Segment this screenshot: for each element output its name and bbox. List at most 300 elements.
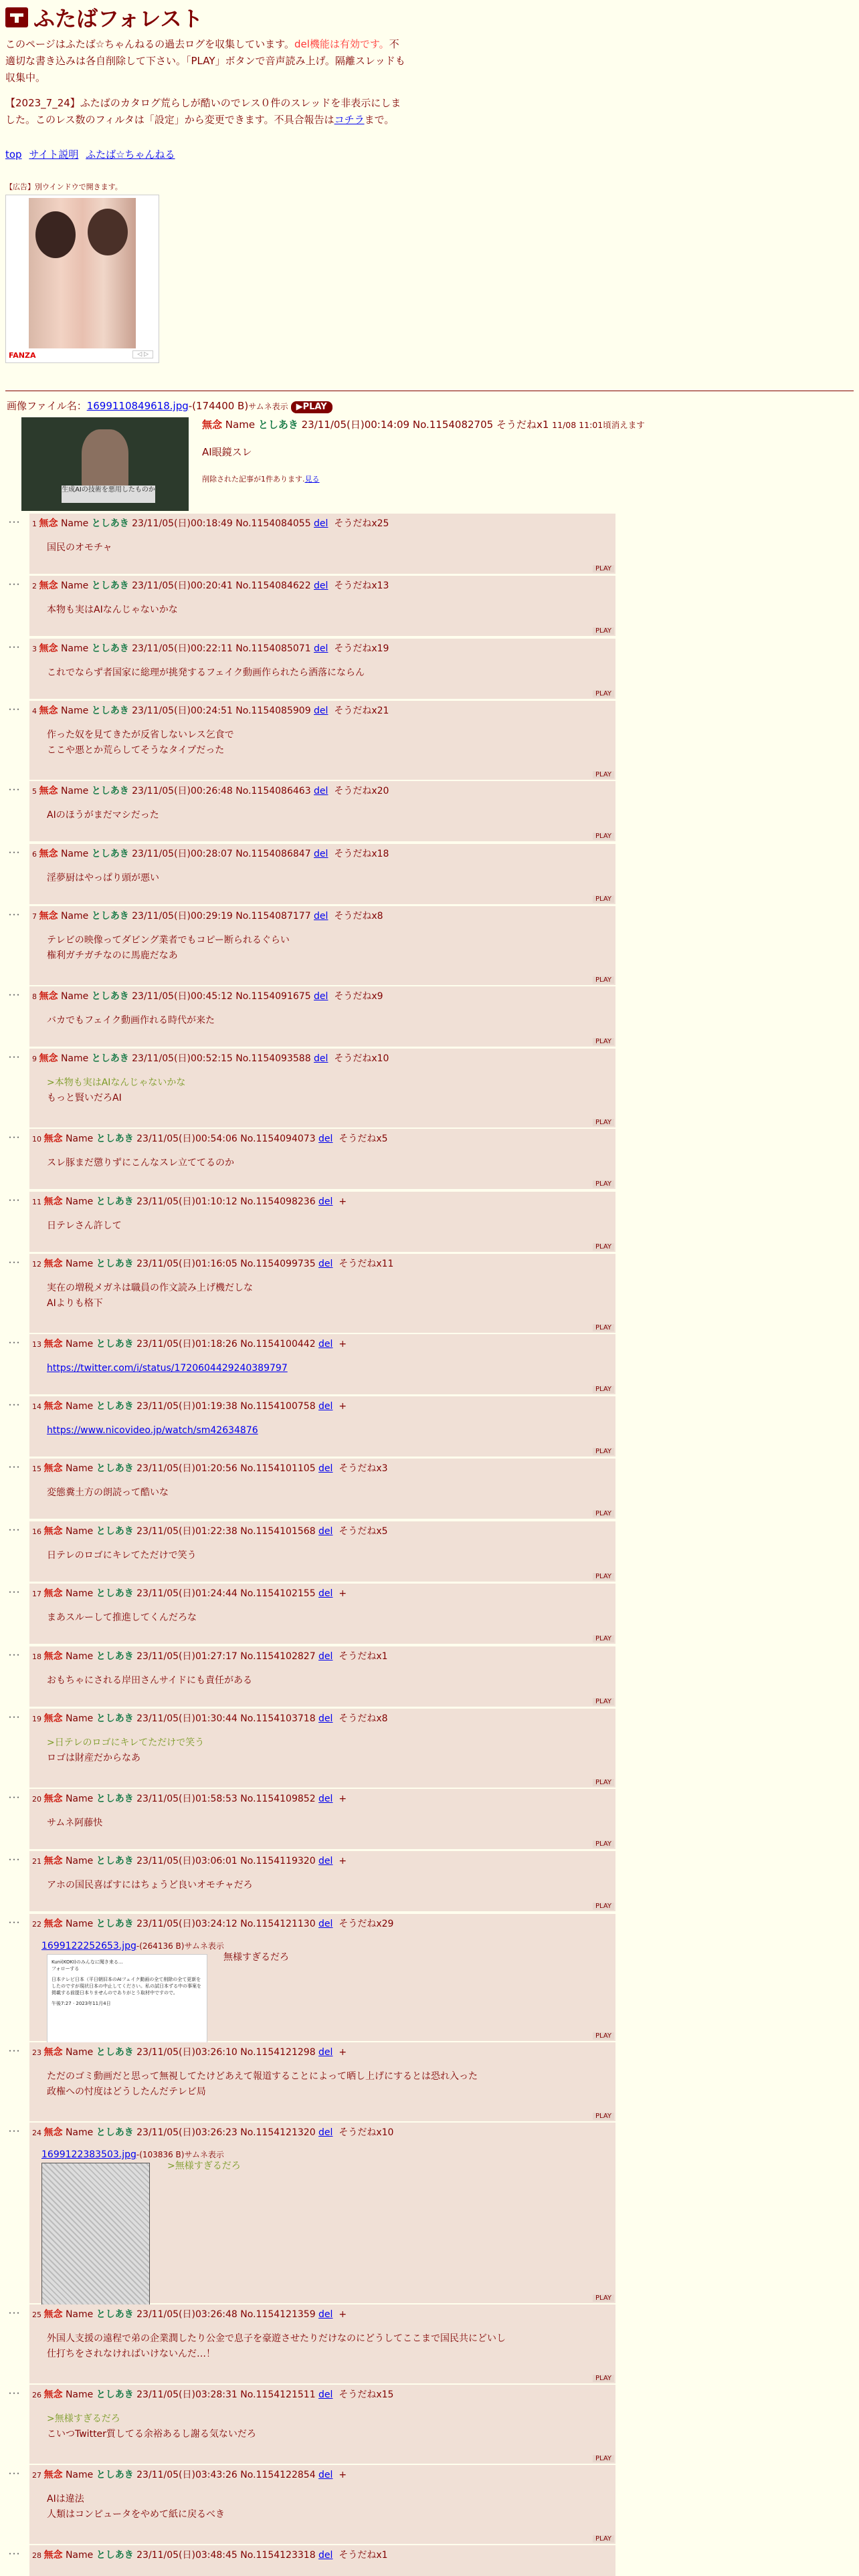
reply-text	[167, 2159, 241, 2174]
sodane-button[interactable]: そうだねx9	[328, 991, 383, 1002]
reply-box	[29, 781, 615, 841]
reply-meta: 23/11/05(日)00:26:48 No.1154086463	[128, 786, 314, 796]
del-link[interactable]: del	[318, 1196, 333, 1207]
thumb-toggle[interactable]: サムネ表示	[184, 2150, 224, 2159]
sodane-button[interactable]: そうだねx11	[332, 1259, 394, 1269]
del-link[interactable]: del	[318, 1259, 333, 1269]
reply-name-label: Name	[62, 1526, 96, 1537]
reply-text	[47, 2411, 256, 2442]
reply-meta: 23/11/05(日)01:19:38 No.1154100758	[133, 1401, 319, 1412]
sodane-button[interactable]: +	[332, 1588, 347, 1599]
futaba-link[interactable]: ふたば☆ちゃんねる	[86, 148, 175, 160]
reply-box	[29, 1129, 615, 1189]
reply-line: 権利ガチガチなのに馬鹿だなあ	[47, 950, 178, 962]
del-link[interactable]: del	[318, 1463, 333, 1474]
del-link[interactable]: del	[318, 1713, 333, 1724]
reply-line: 国民のオモチャ	[47, 542, 112, 553]
reply-number: 17	[32, 1590, 44, 1598]
del-link[interactable]: del	[318, 2389, 333, 2400]
reply-name: としあき	[96, 1651, 134, 1662]
sodane-button[interactable]: +	[332, 1196, 347, 1207]
del-link[interactable]: del	[318, 2470, 333, 2480]
tweet-follow: フォローする	[52, 1966, 80, 1971]
reply-name-label: Name	[58, 849, 92, 859]
forest-logo-icon[interactable]	[5, 7, 28, 27]
play-button[interactable]: PLAY	[593, 1510, 614, 1517]
intro-text: このページはふたば☆ちゃんねるの過去ログを収集しています。del機能は有効です。不適切な書き込みは各自削除して下さい。「PLAY」ボタンで音声読み上げ。隔離スレッドも収集中。	[5, 38, 405, 84]
reply-name-label: Name	[58, 1053, 92, 1064]
reply-subject: 無念	[43, 1134, 63, 1144]
reply-name: としあき	[96, 2550, 134, 2561]
reply-header	[32, 578, 389, 592]
reply-line: こいつTwitter質してる余裕あるし謝る気ないだろ	[47, 2429, 256, 2440]
reply-line: アホの国民喜ばすにはちょうど良いオモチャだろ	[47, 1880, 253, 1891]
reply-subject: 無念	[43, 1339, 63, 1350]
del-link[interactable]: del	[318, 1856, 333, 1866]
reply-box	[29, 1709, 615, 1788]
reply-number: 7	[32, 912, 39, 921]
reply-header	[32, 1132, 388, 1145]
sodane-button[interactable]: そうだねx1	[332, 2550, 388, 2561]
reply-number: 13	[32, 1340, 44, 1349]
reply-number: 2	[32, 582, 39, 591]
reply-box	[29, 1646, 615, 1707]
reply-line: ただのゴミ動画だと思って無視してたけどあえて報道することによって晒し上げにするとは恐れ入った	[47, 2071, 478, 2082]
ad-banner[interactable]	[5, 195, 159, 363]
sodane-button[interactable]: そうだねx19	[328, 643, 389, 654]
play-button[interactable]: PLAY	[593, 895, 614, 903]
reply-file-size: -(103836 B)	[136, 2150, 185, 2159]
op-thumbnail[interactable]	[21, 417, 189, 511]
reply-line: 日テレのロゴにキレてただけで笑う	[47, 1550, 197, 1561]
reply-box	[29, 1396, 615, 1457]
thumb-toggle[interactable]: サムネ表示	[184, 1941, 224, 1951]
del-link[interactable]: del	[318, 2047, 333, 2058]
reply-text	[47, 603, 178, 618]
reply-number: 4	[32, 707, 39, 716]
reply-name: としあき	[96, 1339, 134, 1350]
ad-brand: FANZA	[9, 350, 36, 360]
reply-name: としあき	[91, 1053, 129, 1064]
play-button[interactable]: PLAY	[593, 1180, 614, 1188]
sodane-button[interactable]: +	[332, 2309, 347, 2320]
play-button[interactable]: PLAY	[593, 976, 614, 984]
reply-text	[223, 1950, 289, 1965]
del-link[interactable]: del	[318, 1794, 333, 1804]
reply-box	[29, 1334, 615, 1394]
play-button[interactable]: PLAY	[593, 1448, 614, 1455]
reply-name: としあき	[96, 2470, 134, 2480]
reply-subject: 無念	[39, 580, 58, 591]
del-link[interactable]: del	[314, 911, 328, 922]
del-link[interactable]: del	[318, 1919, 333, 1929]
del-link[interactable]: del	[318, 2309, 333, 2320]
sodane-button[interactable]: そうだねx18	[328, 849, 389, 859]
play-button[interactable]: PLAY	[593, 1038, 614, 1045]
play-button[interactable]: PLAY	[593, 627, 614, 635]
play-button[interactable]: PLAY	[593, 2535, 614, 2543]
reply-number: 16	[32, 1527, 44, 1536]
reply-number: 24	[32, 2129, 44, 2137]
reply-name: としあき	[96, 1134, 134, 1144]
reply-text	[47, 1156, 234, 1171]
op-text: AI眼鏡スレ	[202, 446, 252, 458]
del-link[interactable]: del	[314, 518, 328, 529]
reply-image-block	[41, 2148, 224, 2331]
reply-header	[32, 1917, 393, 1930]
play-button[interactable]: PLAY	[593, 2455, 614, 2462]
reply-name: としあき	[96, 1856, 134, 1866]
reply-name-label: Name	[58, 643, 92, 654]
sodane-button[interactable]: そうだねx10	[328, 1053, 389, 1064]
play-button[interactable]: PLAY	[593, 1324, 614, 1331]
sodane-button[interactable]: そうだねx3	[332, 1463, 388, 1474]
reply-dots: ･･･	[8, 990, 21, 1000]
reply-name-label: Name	[58, 706, 92, 716]
reply-dots: ･･･	[8, 1133, 21, 1142]
sodane-button[interactable]: +	[332, 1794, 347, 1804]
reply-name-label: Name	[62, 1463, 96, 1474]
sodane-button[interactable]: そうだねx8	[328, 911, 383, 922]
reply-header	[32, 847, 389, 860]
reply-box	[29, 2042, 615, 2121]
reply-meta: 23/11/05(日)03:26:10 No.1154121298	[133, 2047, 319, 2058]
reply-box	[29, 1851, 615, 1911]
del-link[interactable]: del	[314, 1053, 328, 1064]
play-button[interactable]: PLAY	[593, 1386, 614, 1393]
reply-header	[32, 2387, 393, 2401]
reply-box	[29, 986, 615, 1047]
thumb-toggle[interactable]: サムネ表示	[248, 402, 288, 411]
reply-meta: 23/11/05(日)03:48:45 No.1154123318	[133, 2550, 319, 2561]
del-link[interactable]: del	[314, 643, 328, 654]
reply-url-link[interactable]: https://twitter.com/i/status/1720604429240389797	[47, 1363, 288, 1374]
reply-dots: ･･･	[8, 2549, 21, 2559]
reply-box	[29, 639, 615, 699]
reply-meta: 23/11/05(日)00:29:19 No.1154087177	[128, 911, 314, 922]
reply-header	[32, 1194, 347, 1208]
reply-text	[47, 1075, 185, 1106]
play-button[interactable]: PLAY	[593, 1119, 614, 1126]
reply-name-label: Name	[58, 786, 92, 796]
reply-meta: 23/11/05(日)00:24:51 No.1154085909	[128, 706, 314, 716]
play-button[interactable]: PLAY	[593, 2113, 614, 2120]
play-button[interactable]: PLAY	[593, 2375, 614, 2382]
reply-box	[29, 1521, 615, 1582]
del-link[interactable]: del	[314, 991, 328, 1002]
reply-name: としあき	[96, 1713, 134, 1724]
reply-meta: 23/11/05(日)00:54:06 No.1154094073	[133, 1134, 319, 1144]
sodane-button[interactable]: +	[332, 1339, 347, 1350]
reply-line: AIよりも格下	[47, 1298, 103, 1309]
reply-line: ここや悪とか荒らしてそうなタイプだった	[47, 745, 225, 756]
play-button[interactable]: PLAY	[593, 2032, 614, 2040]
reply-line: おもちゃにされる岸田さんサイドにも責任がある	[47, 1675, 253, 1686]
play-button[interactable]: PLAY	[593, 1779, 614, 1786]
reply-number: 22	[32, 1920, 44, 1929]
reply-meta: 23/11/05(日)03:26:23 No.1154121320	[133, 2127, 319, 2138]
reply-text	[47, 728, 234, 758]
reply-number: 15	[32, 1465, 44, 1473]
sodane-button[interactable]: そうだねx21	[328, 706, 389, 716]
tweet-text: 日本テレビ日本（平日朝旧本のAIフェイク動画の全て削除の全て更新をしたのですが現状日本の中止してください。私の試日本ずる中の事案を掲載する前提日本りませんのでありがとう取材中ですので。	[52, 1977, 201, 1996]
deleted-note: 削除された記事が1件あります.見る	[202, 475, 320, 484]
reply-number: 8	[32, 992, 39, 1001]
play-button[interactable]: PLAY	[593, 565, 614, 572]
reply-line: 作った奴を見てきたが反省しないレス乞食で	[47, 730, 234, 740]
reply-dots: ･･･	[8, 1793, 21, 1802]
reply-dots: ･･･	[8, 1338, 21, 1348]
tweet-user: Kuni(KOKI)のみんなに聞き来る…	[52, 1959, 123, 1965]
reply-line: 変態糞土方の朗読って酷いな	[47, 1487, 169, 1498]
del-link[interactable]: del	[318, 1588, 333, 1599]
reply-number: 11	[32, 1198, 44, 1206]
reply-subject: 無念	[43, 2470, 63, 2480]
reply-subject: 無念	[43, 1651, 63, 1662]
quote-text: >本物も実はAIなんじゃないかな	[47, 1077, 186, 1088]
reply-name: としあき	[96, 2389, 134, 2400]
reply-meta: 23/11/05(日)01:27:17 No.1154102827	[133, 1651, 319, 1662]
reply-line: これでならず者国家に総理が挑発するフェイク動画作られたら洒落にならん	[47, 667, 365, 678]
notice-text: 【2023_7_24】ふたばのカタログ荒らしが酷いのでレス０件のスレッドを非表示にしました。このレス数のフィルタは「設定」から変更できます。不具合報告はコチラまで。	[5, 97, 401, 126]
sodane-button[interactable]: そうだねx15	[332, 2389, 394, 2400]
reply-header	[32, 2125, 393, 2139]
reply-name: としあき	[91, 911, 129, 922]
del-link[interactable]: del	[318, 1401, 333, 1412]
play-button[interactable]: PLAY	[593, 1903, 614, 1910]
reply-name-label: Name	[62, 1134, 96, 1144]
play-button[interactable]: PLAY	[593, 1840, 614, 1848]
thumb-caption: 生成AIの技術を悪用したものか	[62, 486, 155, 503]
reply-url-link[interactable]: https://www.nicovideo.jp/watch/sm42634876	[47, 1425, 258, 1436]
reply-dots: ･･･	[8, 518, 21, 527]
reply-subject: 無念	[43, 1919, 63, 1929]
show-deleted-link[interactable]: 見る	[304, 475, 320, 484]
reply-box	[29, 701, 615, 780]
play-button[interactable]: PLAY	[593, 1573, 614, 1580]
reply-meta: 23/11/05(日)01:16:05 No.1154099735	[133, 1259, 319, 1269]
reply-name: としあき	[96, 1794, 134, 1804]
site-info-link[interactable]: サイト説明	[29, 148, 79, 160]
reply-name-label: Name	[62, 2389, 96, 2400]
reply-text	[47, 933, 290, 964]
reply-text	[47, 1673, 252, 1689]
reply-header	[32, 1524, 388, 1537]
play-button[interactable]: PLAY	[593, 2294, 614, 2302]
quote-text: >無様すぎるだろ	[167, 2161, 241, 2171]
reply-name: としあき	[91, 643, 129, 654]
sodane-button[interactable]: そうだねx1	[332, 1651, 388, 1662]
top-link[interactable]: top	[5, 148, 22, 160]
reply-line: 本物も実はAIなんじゃないかな	[47, 605, 178, 615]
reply-meta: 23/11/05(日)00:22:11 No.1154085071	[128, 643, 314, 654]
sodane-button[interactable]: +	[332, 1856, 347, 1866]
reply-subject: 無念	[39, 643, 58, 654]
reply-number: 6	[32, 850, 39, 859]
del-link[interactable]: del	[318, 1651, 333, 1662]
reply-subject: 無念	[39, 706, 58, 716]
del-link[interactable]: del	[314, 706, 328, 716]
reply-subject: 無念	[43, 1526, 63, 1537]
play-button[interactable]: PLAY	[593, 1698, 614, 1705]
reply-name: としあき	[96, 2127, 134, 2138]
sodane-button[interactable]: そうだねx25	[328, 518, 389, 529]
reply-subject: 無念	[43, 1463, 63, 1474]
reply-header	[32, 1257, 393, 1270]
reply-text	[47, 1735, 204, 1766]
reply-header	[32, 1337, 347, 1350]
sodane-button[interactable]: そうだねx8	[332, 1713, 388, 1724]
del-link[interactable]: del	[314, 849, 328, 859]
sodane-button[interactable]: そうだねx29	[332, 1919, 394, 1929]
reply-subject: 無念	[43, 2389, 63, 2400]
op-play-button[interactable]: ▶PLAY	[291, 401, 332, 413]
reply-dots: ･･･	[8, 1588, 21, 1597]
reply-dots: ･･･	[8, 2046, 21, 2056]
sodane-button[interactable]: そうだねx20	[328, 786, 389, 796]
op-file-link[interactable]: 1699110849618.jpg	[86, 400, 189, 412]
del-link[interactable]: del	[314, 580, 328, 591]
del-link[interactable]: del	[314, 786, 328, 796]
reply-header	[32, 1051, 389, 1065]
reply-line: 無様すぎるだろ	[223, 1952, 289, 1963]
reply-meta: 23/11/05(日)01:30:44 No.1154103718	[133, 1713, 319, 1724]
reply-header	[32, 2045, 347, 2058]
sodane-button[interactable]: +	[332, 2047, 347, 2058]
reply-meta: 23/11/05(日)01:22:38 No.1154101568	[133, 1526, 319, 1537]
sodane-button[interactable]: そうだねx5	[332, 1134, 388, 1144]
reply-box	[29, 2385, 615, 2464]
reply-name-label: Name	[62, 1856, 96, 1866]
reply-header	[32, 2468, 347, 2481]
reply-dots: ･･･	[8, 1650, 21, 1660]
reply-subject: 無念	[39, 1053, 58, 1064]
reply-dots: ･･･	[8, 2309, 21, 2318]
op-expire: 11/08 11:01頃消えます	[552, 420, 645, 430]
report-link[interactable]: コチラ	[334, 114, 365, 126]
reply-name: としあき	[91, 849, 129, 859]
reply-meta: 23/11/05(日)03:06:01 No.1154119320	[133, 1856, 319, 1866]
reply-meta: 23/11/05(日)01:20:56 No.1154101105	[133, 1463, 319, 1474]
quote-text: >日テレのロゴにキレてただけで笑う	[47, 1737, 205, 1748]
reply-box	[29, 1914, 615, 2041]
reply-text	[47, 2331, 506, 2362]
del-link[interactable]: del	[318, 2127, 333, 2138]
ad-label: 【広告】別ウインドウで開きます。	[5, 182, 122, 191]
reply-image-block	[41, 1939, 224, 2050]
reply-number: 1	[32, 520, 39, 528]
reply-subject: 無念	[43, 2309, 63, 2320]
reply-file-link[interactable]: 1699122252653.jpg	[41, 1941, 136, 1951]
reply-file-size: -(264136 B)	[136, 1941, 185, 1951]
play-button[interactable]: PLAY	[593, 771, 614, 778]
reply-name: としあき	[96, 1401, 134, 1412]
reply-name-label: Name	[62, 1794, 96, 1804]
op-subject: 無念	[202, 419, 223, 431]
reply-header	[32, 2307, 347, 2321]
reply-line: もっと賢いだろAI	[47, 1093, 122, 1104]
tweet-thumbnail[interactable]	[47, 1954, 207, 2050]
reply-number: 12	[32, 1260, 44, 1269]
reply-line: 人類はコンピュータをやめて紙に戻るべき	[47, 2509, 225, 2520]
play-button[interactable]: PLAY	[593, 1243, 614, 1251]
reply-name: としあき	[96, 1919, 134, 1929]
reply-name-label: Name	[62, 2127, 96, 2138]
reply-header	[32, 989, 383, 1002]
play-button[interactable]: PLAY	[593, 1635, 614, 1642]
reply-dots: ･･･	[8, 785, 21, 794]
reply-header	[32, 1399, 347, 1412]
reply-number: 19	[32, 1715, 44, 1723]
reply-meta: 23/11/05(日)00:28:07 No.1154086847	[128, 849, 314, 859]
del-link[interactable]: del	[318, 1134, 333, 1144]
reply-header	[32, 1711, 388, 1725]
reply-number: 3	[32, 645, 39, 653]
reply-subject: 無念	[43, 2127, 63, 2138]
sodane-button[interactable]: +	[332, 2470, 347, 2480]
reply-dots: ･･･	[8, 848, 21, 857]
reply-meta: 23/11/05(日)03:24:12 No.1154121130	[133, 1919, 319, 1929]
reply-box	[29, 2123, 615, 2303]
reply-header	[32, 1854, 347, 1867]
reply-header	[32, 1792, 347, 1805]
reply-dots: ･･･	[8, 1053, 21, 1062]
reply-box	[29, 2465, 615, 2544]
sodane-button[interactable]: そうだねx13	[328, 580, 389, 591]
sodane-button[interactable]: そうだねx5	[332, 1526, 388, 1537]
reply-subject: 無念	[39, 991, 58, 1002]
reply-name-label: Name	[62, 1713, 96, 1724]
reply-meta: 23/11/05(日)01:18:26 No.1154100442	[133, 1339, 319, 1350]
reply-name-label: Name	[62, 1196, 96, 1207]
reply-file-link[interactable]: 1699122383503.jpg	[41, 2149, 136, 2160]
reply-meta: 23/11/05(日)00:20:41 No.1154084622	[128, 580, 314, 591]
sodane-button[interactable]: +	[332, 1401, 347, 1412]
reply-name: としあき	[96, 1196, 134, 1207]
reply-header	[32, 1586, 347, 1600]
reply-line: サムネ阿藤快	[47, 1818, 103, 1828]
reply-text	[47, 665, 365, 681]
reply-text	[47, 1423, 258, 1438]
tweet-time: 午後7:27 · 2023年11月4日	[52, 2001, 111, 2006]
reply-header	[32, 516, 389, 530]
reply-name-label: Name	[62, 2550, 96, 2561]
del-link[interactable]: del	[318, 1339, 333, 1350]
reply-name-label: Name	[62, 2309, 96, 2320]
sodane-button[interactable]: そうだねx10	[332, 2127, 394, 2138]
play-button[interactable]: PLAY	[593, 690, 614, 697]
reply-number: 27	[32, 2471, 44, 2480]
site-title[interactable]: ふたばフォレスト	[33, 6, 203, 31]
reply-line: 淫夢厨はやっぱり頭が悪い	[47, 873, 159, 883]
reply-number: 23	[32, 2048, 44, 2057]
reply-header	[32, 704, 389, 717]
reply-text	[47, 1485, 169, 1501]
play-button[interactable]: PLAY	[593, 833, 614, 840]
ad-controls[interactable]: ◁ ▷	[132, 350, 153, 358]
reply-name-label: Name	[58, 991, 92, 1002]
reply-line: まあスルーして推進してくんだろな	[47, 1612, 197, 1623]
del-link[interactable]: del	[318, 2550, 333, 2561]
reply-meta: 23/11/05(日)01:10:12 No.1154098236	[133, 1196, 319, 1207]
del-link[interactable]: del	[318, 1526, 333, 1537]
ad-image[interactable]	[29, 198, 136, 348]
reply-name-label: Name	[62, 1339, 96, 1350]
reply-text	[47, 808, 159, 823]
site-header	[5, 3, 420, 363]
nav-links	[5, 147, 420, 161]
reply-line: AIは違法	[47, 2494, 84, 2504]
